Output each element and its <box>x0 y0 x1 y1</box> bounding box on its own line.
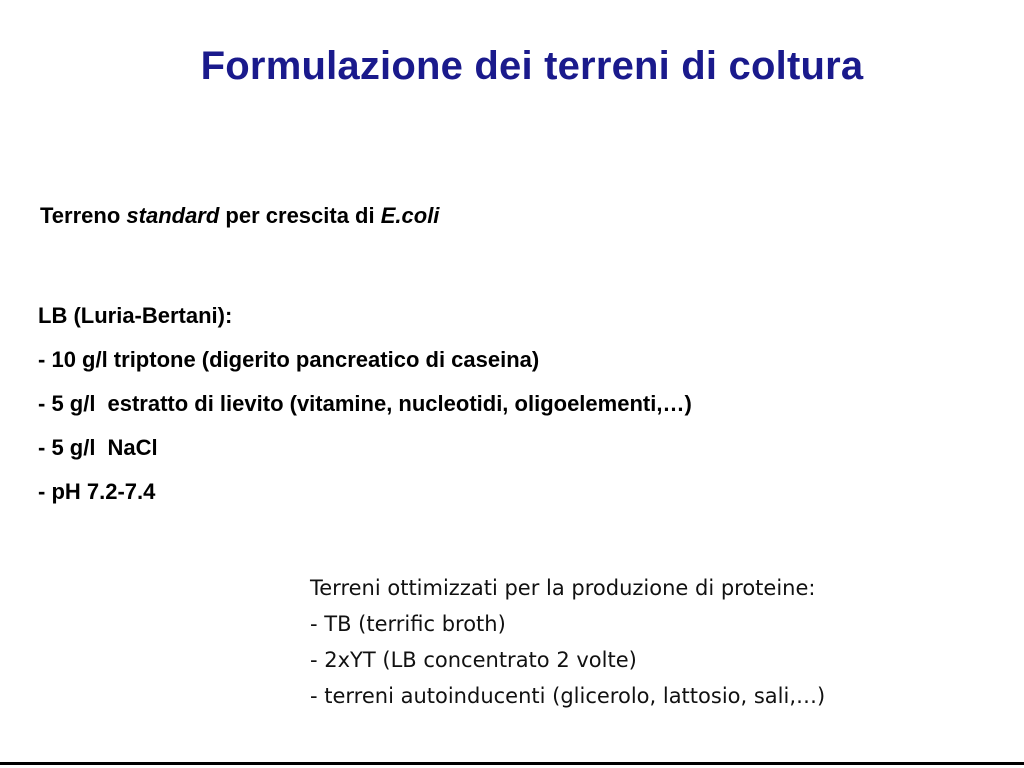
optimized-media-block <box>310 570 825 714</box>
subtitle-italic-standard: standard <box>126 203 220 228</box>
lb-item-dash: - <box>38 391 52 416</box>
lb-item-rest: estratto di lievito (vitamine, nucleotidi, oligoelementi,…) <box>107 391 692 416</box>
lb-item-text: 5 g/l <box>51 391 96 416</box>
lb-item-dash: - <box>38 435 52 460</box>
lb-item-dash: - <box>38 479 52 504</box>
slide-subtitle <box>40 203 439 229</box>
optimized-item-autoinducing: - terreni autoinducenti (glicerolo, lattosio, sali,…) <box>310 684 826 708</box>
optimized-heading: Terreni ottimizzati per la produzione di proteine: <box>310 576 816 600</box>
lb-item-yeast-extract <box>38 382 692 426</box>
lb-heading: LB (Luria-Bertani): <box>38 303 233 328</box>
lb-recipe-block <box>38 294 692 514</box>
subtitle-text-2: per crescita di <box>219 203 381 228</box>
optimized-item-2xyt: - 2xYT (LB concentrato 2 volte) <box>310 648 637 672</box>
subtitle-text-1: Terreno <box>40 203 127 228</box>
lb-item-triptone <box>38 338 692 382</box>
lb-item-rest: NaCl <box>107 435 158 460</box>
lb-item-dash: - <box>38 347 52 372</box>
bottom-divider <box>0 762 1024 765</box>
lb-item-text: pH 7.2-7.4 <box>51 479 156 504</box>
lb-item-ph <box>38 470 692 514</box>
subtitle-italic-ecoli: E.coli <box>380 203 440 228</box>
lb-item-text: 5 g/l <box>51 435 96 460</box>
slide-title: Formulazione dei terreni di coltura <box>200 44 864 88</box>
optimized-item-tb: - TB (terrific broth) <box>310 612 506 636</box>
lb-item-nacl <box>38 426 692 470</box>
lb-item-text: 10 g/l triptone (digerito pancreatico di caseina) <box>51 347 540 372</box>
